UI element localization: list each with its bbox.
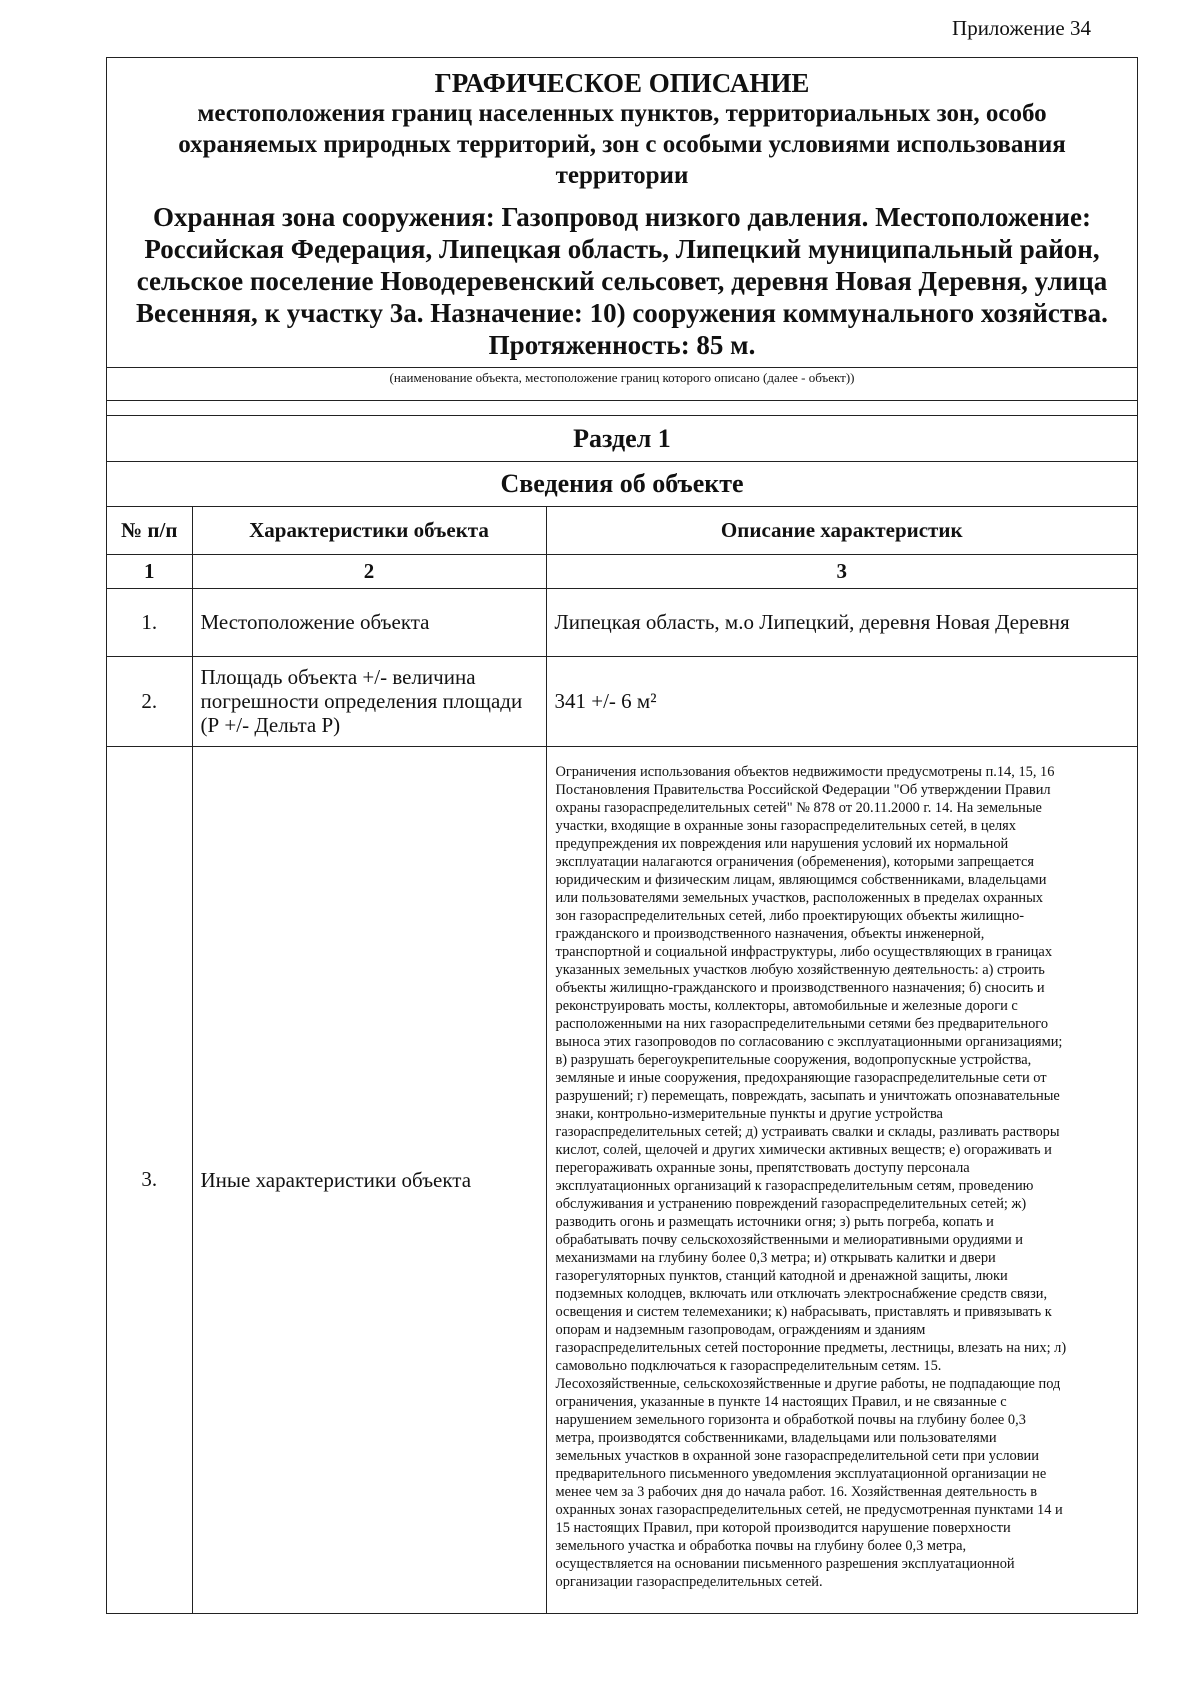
restriction-line: объекты жилищно-гражданского и производственного назначения; б) сносить и — [555, 979, 1045, 996]
table-header-row — [107, 507, 1137, 554]
appendix-label: Приложение 34 — [952, 16, 1091, 40]
subtitle-line: местоположения границ населенных пунктов, территориальных зон, особо — [197, 100, 1047, 127]
restriction-line: ограничения, указанные в пункте 14 настоящих Правил, и не связанные с — [555, 1393, 1007, 1410]
restriction-line: в) разрушать берегоукрепительные сооружения, водопропускные устройства, — [555, 1051, 1032, 1068]
spacer-row — [107, 401, 1137, 416]
document-subtitle — [119, 98, 1125, 191]
restriction-line: земельного участка и обработка почвы на глубину более 0,3 метра, — [555, 1537, 967, 1554]
object-info-table — [107, 507, 1137, 1613]
restriction-line: расположенными на них газораспределительными сетями без предварительного — [555, 1015, 1049, 1032]
restriction-line: разводить огонь и размещать источники огня; з) рыть погреба, копать и — [555, 1213, 994, 1230]
column-index-row — [107, 554, 1137, 588]
row-number: 1. — [107, 588, 192, 656]
row-description: 341 +/- 6 м² — [546, 656, 1137, 746]
document-title: ГРАФИЧЕСКОЕ ОПИСАНИЕ — [434, 68, 810, 98]
column-index-cell: 2 — [192, 554, 546, 588]
table-row — [107, 656, 1137, 746]
restriction-line: Лесохозяйственные, сельскохозяйственные и другие работы, не подпадающие под — [555, 1375, 1061, 1392]
table-row — [107, 746, 1137, 1613]
restriction-line: Ограничения использования объектов недвижимости предусмотрены п.14, 15, 16 — [555, 763, 1055, 780]
restriction-line: охраны газораспределительных сетей" № 878 от 20.11.2000 г. 14. На земельные — [555, 799, 1042, 816]
column-index-cell: 3 — [546, 554, 1137, 588]
restriction-line: осуществляется на основании письменного разрешения эксплуатационной — [555, 1555, 1015, 1572]
document-frame — [106, 57, 1138, 1614]
restriction-line: нарушением земельного горизонта и обработкой почвы на глубину более 0,3 — [555, 1411, 1026, 1428]
restriction-line: механизмами на глубину более 0,3 метра; и) открывать калитки и двери — [555, 1249, 996, 1266]
restriction-line: указанных земельных участков любую хозяйственную деятельность: а) строить — [555, 961, 1045, 978]
object-caption: (наименование объекта, местоположение границ которого описано (далее - объект)) — [107, 368, 1137, 401]
restriction-line: участки, входящие в охранные зоны газораспределительных сетей, в целях — [555, 817, 1016, 834]
row-description-restrictions — [546, 746, 1137, 1613]
object-line: Охранная зона сооружения: Газопровод низкого давления. Местоположение: — [153, 202, 1091, 232]
row-description: Липецкая область, м.о Липецкий, деревня Новая Деревня — [546, 588, 1137, 656]
section-subtitle: Сведения об объекте — [107, 462, 1137, 507]
restriction-line: земельных участков в охранной зоне газораспределительной сети при условии — [555, 1447, 1039, 1464]
restriction-line: транспортной и социальной инфраструктуры, либо осуществляющих в границах — [555, 943, 1053, 960]
restriction-line: знаки, контрольно-измерительные пункты и другие устройства — [555, 1105, 943, 1122]
restriction-line: гражданского и производственного назначения, объекты инженерной, — [555, 925, 985, 942]
restriction-line: или пользователями земельных участков, расположенных в пределах охранных — [555, 889, 1043, 906]
restriction-line: охранных зонах газораспределительных сетей, не предусмотренная пунктами 14 и — [555, 1501, 1063, 1518]
subtitle-line: охраняемых природных территорий, зон с особыми условиями использования — [178, 131, 1066, 158]
restriction-line: выноса этих газопроводов по согласованию с эксплуатационными организациями; — [555, 1033, 1063, 1050]
restriction-line: опорам и надземным газопроводам, ограждениям и зданиям — [555, 1321, 926, 1338]
restriction-line: подземных колодцев, включать или отключать электроснабжение средств связи, — [555, 1285, 1048, 1302]
restriction-line: освещения и систем телемеханики; к) набрасывать, приставлять и привязывать к — [555, 1303, 1052, 1320]
restriction-line: менее чем за 3 рабочих дня до начала работ. 16. Хозяйственная деятельность в — [555, 1483, 1038, 1500]
header-cell-description: Описание характеристик — [546, 507, 1137, 554]
restriction-line: эксплуатации налагаются ограничения (обременения), которыми запрещается — [555, 853, 1034, 870]
object-name — [119, 201, 1125, 361]
characteristic-line: погрешности определения площади — [200, 689, 523, 713]
restriction-line: перегораживать охранные зоны, препятствовать доступу персонала — [555, 1159, 970, 1176]
column-index-cell: 1 — [107, 554, 192, 588]
row-number: 2. — [107, 656, 192, 746]
row-characteristic — [192, 656, 546, 746]
row-characteristic: Местоположение объекта — [192, 588, 546, 656]
restriction-line: газорегуляторных пунктов, станций катодной и дренажной защиты, люки — [555, 1267, 1008, 1284]
restriction-line: кислот, солей, щелочей и других химически активных веществ; е) огораживать и — [555, 1141, 1052, 1158]
restriction-line: газораспределительных сетей посторонние предметы, лестницы, влезать на них; л) — [555, 1339, 1067, 1356]
restriction-line: обрабатывать почву сельскохозяйственными и мелиоративными орудиями и — [555, 1231, 1023, 1248]
restriction-line: самовольно подключаться к газораспределительным сетям. 15. — [555, 1357, 942, 1374]
row-characteristic: Иные характеристики объекта — [192, 746, 546, 1613]
characteristic-line: (Р +/- Дельта Р) — [200, 713, 341, 737]
restriction-line: эксплуатационных организаций к газораспределительным сетям, проведению — [555, 1177, 1034, 1194]
header-cell-number: № п/п — [107, 507, 192, 554]
restriction-line: предупреждения их повреждения или нарушения условий их нормальной — [555, 835, 1009, 852]
restriction-line: реконструировать мосты, коллекторы, автомобильные и железные дороги с — [555, 997, 1018, 1014]
document-header — [107, 58, 1137, 368]
restriction-line: 15 настоящих Правил, при которой производится нарушение поверхности — [555, 1519, 1011, 1536]
restriction-line: организации газораспределительных сетей. — [555, 1573, 823, 1590]
restrictions-text — [556, 763, 1128, 1591]
restriction-line: обслуживания и устранению повреждений газораспределительных сетей; ж) — [555, 1195, 1027, 1212]
restriction-line: юридическим и физическим лицам, являющимся собственниками, владельцами — [555, 871, 1047, 888]
restriction-line: Постановления Правительства Российской Федерации "Об утверждении Правил — [555, 781, 1051, 798]
table-row — [107, 588, 1137, 656]
restriction-line: зон газораспределительных сетей, либо проектирующих объекты жилищно- — [555, 907, 1025, 924]
object-line: Протяженность: 85 м. — [488, 330, 756, 360]
restriction-line: газораспределительных сетей; д) устраивать свалки и склады, разливать растворы — [555, 1123, 1060, 1140]
restriction-line: земляные и иные сооружения, предохраняющие газораспределительные сети от — [555, 1069, 1047, 1086]
row-number: 3. — [107, 746, 192, 1613]
subtitle-line: территории — [555, 162, 689, 189]
object-line: сельское поселение Новодеревенский сельсовет, деревня Новая Деревня, улица — [136, 266, 1108, 296]
restriction-line: предварительного письменного уведомления эксплуатационной организации не — [555, 1465, 1047, 1482]
characteristic-line: Площадь объекта +/- величина — [200, 665, 476, 689]
restriction-line: метра, производятся собственниками, владельцами или пользователями — [555, 1429, 997, 1446]
header-cell-characteristic: Характеристики объекта — [192, 507, 546, 554]
restriction-line: разрушений; г) перемещать, повреждать, засыпать и уничтожать опознавательные — [555, 1087, 1060, 1104]
section-title: Раздел 1 — [107, 416, 1137, 462]
object-line: Весенняя, к участку 3а. Назначение: 10) сооружения коммунального хозяйства. — [136, 298, 1108, 328]
object-line: Российская Федерация, Липецкая область, Липецкий муниципальный район, — [144, 234, 1100, 264]
